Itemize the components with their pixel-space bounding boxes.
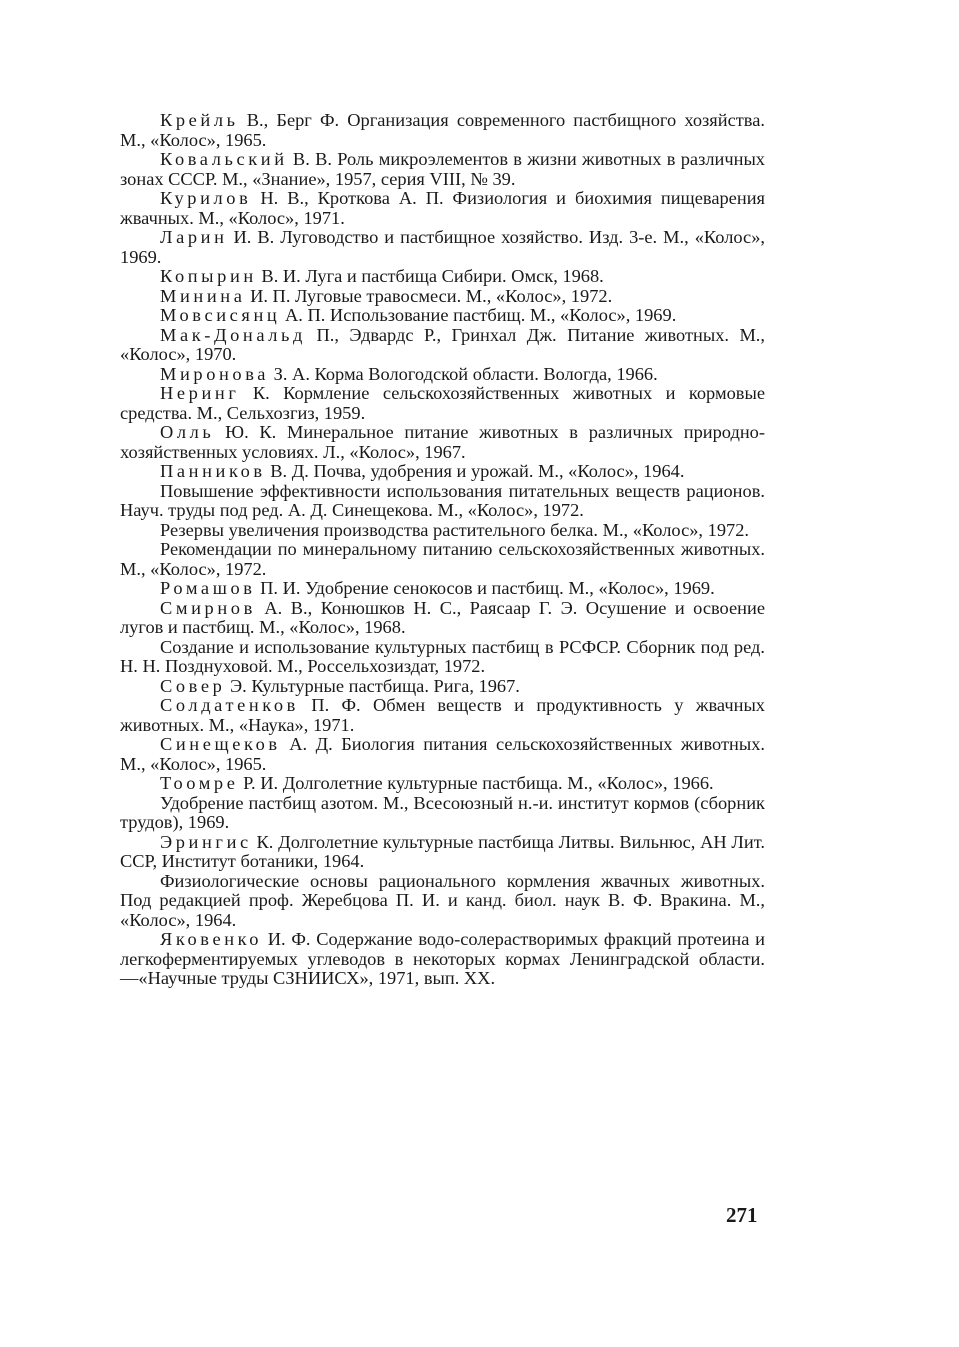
entry-text: В. В. Роль микроэлементов в жизни животных в различных зонах СССР. М., «Знание», 1957, серия VIII, № 39. xyxy=(120,149,765,189)
bibliography-entry xyxy=(120,540,765,579)
entry-author: Синещеков xyxy=(160,734,281,754)
entry-text: Физиологические основы рационального кормления жвачных животных. Под редакцией проф. Жеребцова П. И. и канд. биол. наук В. Ф. Вракина. М., «Колос», 1964. xyxy=(120,870,765,930)
bibliography-entry xyxy=(120,735,765,774)
entry-author: Ковальский xyxy=(160,149,288,169)
entry-author: Эрингис xyxy=(160,831,252,852)
entry-author: Миронова xyxy=(160,363,270,384)
entry-text: И. П. Луговые травосмеси. М., «Колос», 1972. xyxy=(245,285,613,306)
entry-author: Олль xyxy=(160,422,215,442)
entry-text: Ю. К. Минеральное питание животных в различных природно-хозяйственных условиях. Л., «Колос», 1967. xyxy=(120,422,765,462)
entry-text: А. П. Использование пастбищ. М., «Колос», 1969. xyxy=(280,305,677,325)
bibliography-entry xyxy=(120,150,765,189)
entry-text: А. В., Конюшков Н. С., Раясаар Г. Э. Осушение и освоение лугов и пастбищ. М., «Колос», 1968. xyxy=(120,597,765,637)
bibliography-entry xyxy=(120,696,765,735)
bibliography-entry xyxy=(120,930,765,989)
entry-author: Крейль xyxy=(160,110,239,130)
entry-text: Повышение эффективности использования питательных веществ рационов. Науч. труды под ред. А. Д. Синещекова. М., «Колос», 1972. xyxy=(120,480,765,520)
entry-author: Ларин xyxy=(160,227,228,247)
entry-text: В. И. Луга и пастбища Сибири. Омск, 1968. xyxy=(256,266,604,286)
bibliography-entry xyxy=(120,794,765,833)
bibliography-entry xyxy=(120,189,765,228)
entry-author: Минина xyxy=(160,285,246,306)
page-number: 271 xyxy=(726,1203,758,1227)
entry-text: В., Берг Ф. Организация современного пастбищного хозяйства. М., «Колос», 1965. xyxy=(120,110,765,150)
entry-author: Тоомре xyxy=(160,773,239,793)
entry-author: Мак-Дональд xyxy=(160,324,307,345)
entry-text: З. А. Корма Вологодской области. Вологда, 1966. xyxy=(269,363,658,384)
entry-author: Совер xyxy=(160,675,226,696)
bibliography-entry xyxy=(120,384,765,423)
bibliography-entry xyxy=(120,423,765,462)
entry-author: Неринг xyxy=(160,383,240,403)
entry-text: К. Долголетние культурные пастбища Литвы. Вильнюс, АН Лит. ССР, Институт ботаники, 1964. xyxy=(120,831,765,871)
bibliography-entry xyxy=(120,306,765,326)
entry-text: И. Ф. Содержание водо-солерастворимых фракций протеина и легкоферментируемых углеводов в некоторых кормах Ленинградской области. —«Научные труды СЗНИИСХ», 1971, вып. XX. xyxy=(120,929,765,988)
bibliography-list xyxy=(120,111,765,989)
entry-text: Н. В., Кроткова А. П. Физиология и биохимия пищеварения жвачных. М., «Колос», 1971. xyxy=(120,188,765,228)
entry-text: Создание и использование культурных пастбищ в РСФСР. Сборник под ред. Н. Н. Позднуховой. М., Россельхозиздат, 1972. xyxy=(120,636,765,676)
entry-text: А. Д. Биология питания сельскохозяйственных животных. М., «Колос», 1965. xyxy=(120,734,765,774)
bibliography-entry xyxy=(120,774,765,794)
bibliography-entry xyxy=(120,228,765,267)
entry-author: Яковенко xyxy=(160,929,263,949)
entry-author: Смирнов xyxy=(160,597,256,618)
entry-author: Солдатенков xyxy=(160,695,299,715)
entry-text: К. Кормление сельскохозяйственных животных и кормовые средства. М., Сельхозгиз, 1959. xyxy=(120,383,765,423)
entry-text: П. И. Удобрение сенокосов и пастбищ. М., «Колос», 1969. xyxy=(255,578,715,598)
entry-text: П., Эдвардс Р., Гринхал Дж. Питание животных. М., «Колос», 1970. xyxy=(120,324,765,364)
bibliography-entry xyxy=(120,521,765,541)
entry-author: Панников xyxy=(160,461,266,481)
bibliography-entry xyxy=(120,833,765,872)
bibliography-entry xyxy=(120,872,765,931)
bibliography-entry xyxy=(120,326,765,365)
bibliography-entry xyxy=(120,267,765,287)
entry-text: Э. Культурные пастбища. Рига, 1967. xyxy=(225,675,520,696)
entry-author: Ромашов xyxy=(160,578,256,598)
bibliography-entry xyxy=(120,482,765,521)
bibliography-entry xyxy=(120,365,765,385)
bibliography-entry xyxy=(120,638,765,677)
bibliography-entry xyxy=(120,462,765,482)
bibliography-entry xyxy=(120,677,765,697)
bibliography-entry xyxy=(120,579,765,599)
entry-author: Курилов xyxy=(160,188,252,208)
entry-text: Рекомендации по минеральному питанию сельскохозяйственных животных. М., «Колос», 1972. xyxy=(120,539,765,579)
entry-author: Мовсисянц xyxy=(160,305,281,325)
entry-text: В. Д. Почва, удобрения и урожай. М., «Колос», 1964. xyxy=(265,461,685,481)
entry-author: Копырин xyxy=(160,266,257,286)
entry-text: П. Ф. Обмен веществ и продуктивность у жвачных животных. М., «Наука», 1971. xyxy=(120,695,765,735)
bibliography-entry xyxy=(120,287,765,307)
entry-text: Резервы увеличения производства растительного белка. М., «Колос», 1972. xyxy=(160,519,750,540)
entry-text: И. В. Луговодство и пастбищное хозяйство. Изд. 3-е. М., «Колос», 1969. xyxy=(120,227,765,267)
bibliography-entry xyxy=(120,599,765,638)
entry-text: Р. И. Долголетние культурные пастбища. М., «Колос», 1966. xyxy=(238,773,714,793)
bibliography-entry xyxy=(120,111,765,150)
entry-text: Удобрение пастбищ азотом. М., Всесоюзный н.-и. институт кормов (сборник трудов), 1969. xyxy=(120,792,765,832)
